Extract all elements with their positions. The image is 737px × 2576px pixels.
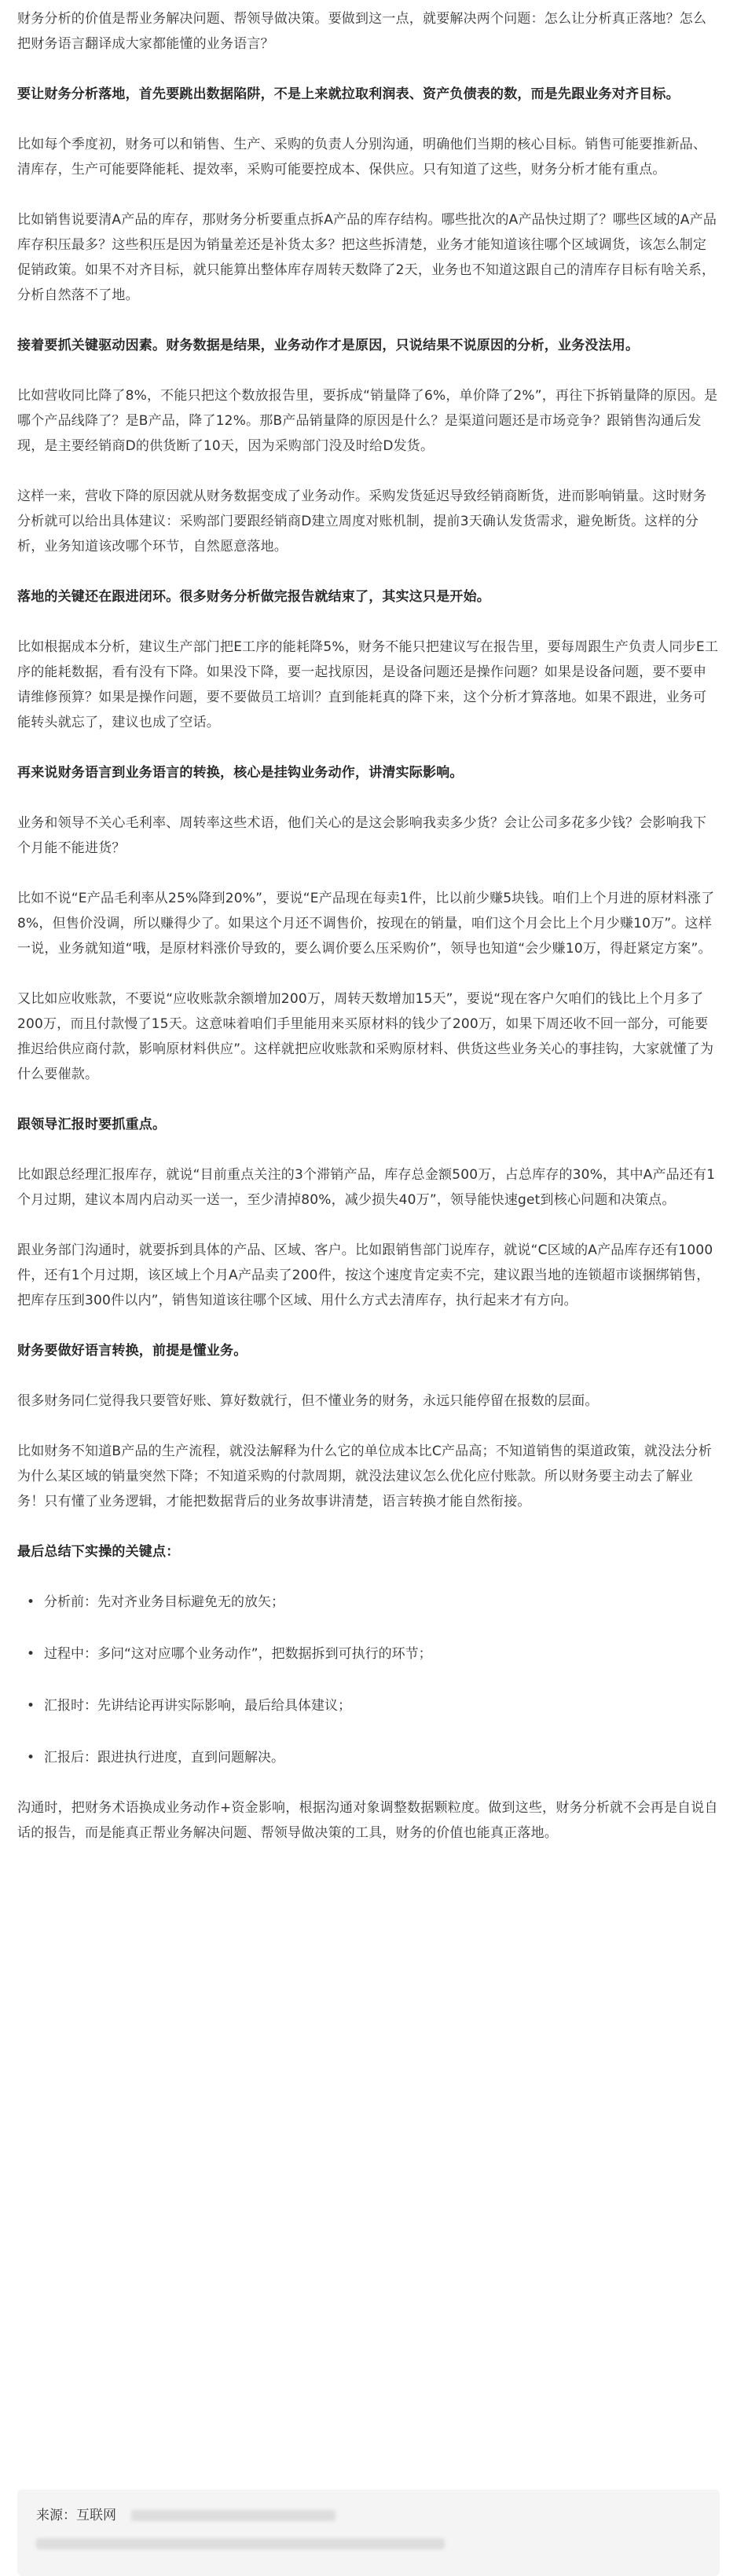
- section-lead: 接着要抓关键驱动因素。财务数据是结果，业务动作才是原因，只说结果不说原因的分析，业务没法用。: [17, 338, 640, 353]
- paragraph: 比如根据成本分析，建议生产部门把E工序的能耗降5%，财务不能只把建议写在报告里，要每周跟生产负责人同步E工序的能耗数据，看有没有下降。如果没下降，要一起找原因，是设备问题还是操作问题？如果是设备问题，要不要申请维修预算？如果是操作问题，要不要做员工培训？直到能耗真的降下来，这个分析才算落地。如果不跟进，业务可能转头就忘了，建议也成了空话。: [17, 639, 719, 730]
- bullet-icon: •: [27, 1646, 35, 1662]
- key-point-text: 过程中：多问“这对应哪个业务动作”，把数据拆到可执行的环节；: [44, 1646, 432, 1662]
- paragraph: 比如营收同比降了8%，不能只把这个数放报告里，要拆成“销量降了6%，单价降了2%”，再往下拆销量降的原因。是哪个产品线降了？是B产品，降了12%。那B产品销量降的原因是什么？是渠道问题还是市场竞争？跟销售沟通后发现，是主要经销商D的供货断了10天，因为采购部门没及时给D发货。: [17, 388, 718, 454]
- key-point-item: [17, 1693, 720, 1718]
- key-point-text: 汇报后：跟进执行进度，直到问题解决。: [44, 1750, 284, 1766]
- closing-paragraph: 沟通时，把财务术语换成业务动作+资金影响，根据沟通对象调整数据颗粒度。做到这些，财务分析就不会再是自说自话的报告，而是能真正帮业务解决问题、帮领导做决策的工具，财务的价值也能真正落地。: [17, 1800, 718, 1841]
- paragraph: 比如销售说要清A产品的库存，那财务分析要重点拆A产品的库存结构。哪些批次的A产品快过期了？哪些区域的A产品库存积压最多？这些积压是因为销量差还是补货太多？把这些拆清楚，业务才能知道该往哪个区域调货，该怎么制定促销政策。如果不对齐目标，就只能算出整体库存周转天数降了2天，业务也不知道这跟自己的清库存目标有啥关系，分析自然落不了地。: [17, 212, 717, 303]
- paragraph: 比如跟总经理汇报库存，就说“目前重点关注的3个滞销产品，库存总金额500万，占总库存的30%，其中A产品还有1个月过期，建议本周内启动买一送一，至少清掉80%，减少损失40万”，领导能快速get到核心问题和决策点。: [17, 1167, 716, 1208]
- paragraph: 又比如应收账款，不要说“应收账款余额增加200万，周转天数增加15天”，要说“现在客户欠咱们的钱比上个月多了200万，而且付款慢了15天。这意味着咱们手里能用来买原材料的钱少了200万，如果下周还收不回一部分，可能要推迟给供应商付款，影响原材料供应”。这样就把应收账款和采购原材料、供货这些业务关心的事挂钩，大家就懂了为什么要催款。: [17, 991, 714, 1082]
- section-lead: 再来说财务语言到业务语言的转换，核心是挂钩业务动作，讲清实际影响。: [17, 765, 464, 781]
- paragraph-list: [17, 6, 720, 1564]
- paragraph: 比如财务不知道B产品的生产流程，就没法解释为什么它的单位成本比C产品高；不知道销售的渠道政策，就没法分析为什么某区域的销量突然下降；不知道采购的付款周期，就没法建议怎么优化应付账款。所以财务要主动去了解业务！只有懂了业务逻辑，才能把数据背后的业务故事讲清楚，语言转换才能自然衔接。: [17, 1444, 712, 1509]
- section-lead: 要让财务分析落地，首先要跳出数据陷阱，不是上来就拉取利润表、资产负债表的数，而是先跟业务对齐目标。: [17, 86, 680, 102]
- paragraph: 比如不说“E产品毛利率从25%降到20%”，要说“E产品现在每卖1件，比以前少赚5块钱。咱们上个月进的原材料涨了8%，但售价没调，所以赚得少了。如果这个月还不调售价，按现在的销量，咱们这个月会比上个月少赚10万”。这样一说，业务就知道“哦，是原材料涨价导致的，要么调价要么压采购价”，领导也知道“会少赚10万，得赶紧定方案”。: [17, 891, 715, 957]
- source-box: [17, 2490, 720, 2576]
- source-label: 来源：: [36, 2508, 76, 2523]
- key-point-item: [17, 1745, 720, 1770]
- paragraph: 跟业务部门沟通时，就要拆到具体的产品、区域、客户。比如跟销售部门说库存，就说“C区域的A产品库存还有1000件，还有1个月过期，该区域上个月A产品卖了200件，按这个速度肯定卖不完，建议跟当地的连锁超市谈捆绑销售，把库存压到300件以内”，销售知道该往哪个区域、用什么方式去清库存，执行起来才有方向。: [17, 1242, 713, 1308]
- section-lead: 跟领导汇报时要抓重点。: [17, 1117, 167, 1132]
- section-lead: 落地的关键还在跟进闭环。很多财务分析做完报告就结束了，其实这只是开始。: [17, 589, 490, 605]
- blurred-text: [36, 2538, 445, 2549]
- bullet-icon: •: [27, 1750, 35, 1766]
- paragraph: 比如每个季度初，财务可以和销售、生产、采购的负责人分别沟通，明确他们当期的核心目标。销售可能要推新品、清库存，生产可能要降能耗、提效率，采购可能要控成本、保供应。只有知道了这些，财务分析才能有重点。: [17, 137, 707, 177]
- blurred-row: [36, 2535, 701, 2550]
- source-line: [36, 2504, 701, 2527]
- source-name: 互联网: [76, 2508, 116, 2523]
- paragraph: 财务分析的价值是帮业务解决问题、帮领导做决策。要做到这一点，就要解决两个问题：怎么让分析真正落地？怎么把财务语言翻译成大家都能懂的业务语言？: [17, 11, 707, 52]
- key-point-item: [17, 1641, 720, 1667]
- paragraph: 很多财务同仁觉得我只要管好账、算好数就行，但不懂业务的财务，永远只能停留在报数的层面。: [17, 1393, 599, 1409]
- bullet-icon: •: [27, 1698, 35, 1714]
- key-point-text: 汇报时：先讲结论再讲实际影响，最后给具体建议；: [44, 1698, 351, 1714]
- paragraph: 业务和领导不关心毛利率、周转率这些术语，他们关心的是这会影响我卖多少货？会让公司多花多少钱？会影响我下个月能不能进货？: [17, 815, 707, 856]
- key-point-item: [17, 1590, 720, 1615]
- section-lead: 财务要做好语言转换，前提是懂业务。: [17, 1343, 248, 1359]
- bullet-icon: •: [27, 1594, 35, 1610]
- paragraph: 这样一来，营收下降的原因就从财务数据变成了业务动作。采购发货延迟导致经销商断货，进而影响销量。这时财务分析就可以给出具体建议：采购部门要跟经销商D建立周度对账机制，提前3天确认发货需求，避免断货。这样的分析，业务知道该改哪个环节，自然愿意落地。: [17, 488, 707, 554]
- key-point-text: 分析前：先对齐业务目标避免无的放矢；: [44, 1594, 284, 1610]
- key-points-list: [17, 1590, 720, 1770]
- blurred-text: [131, 2510, 336, 2521]
- section-lead: 最后总结下实操的关键点：: [17, 1544, 180, 1560]
